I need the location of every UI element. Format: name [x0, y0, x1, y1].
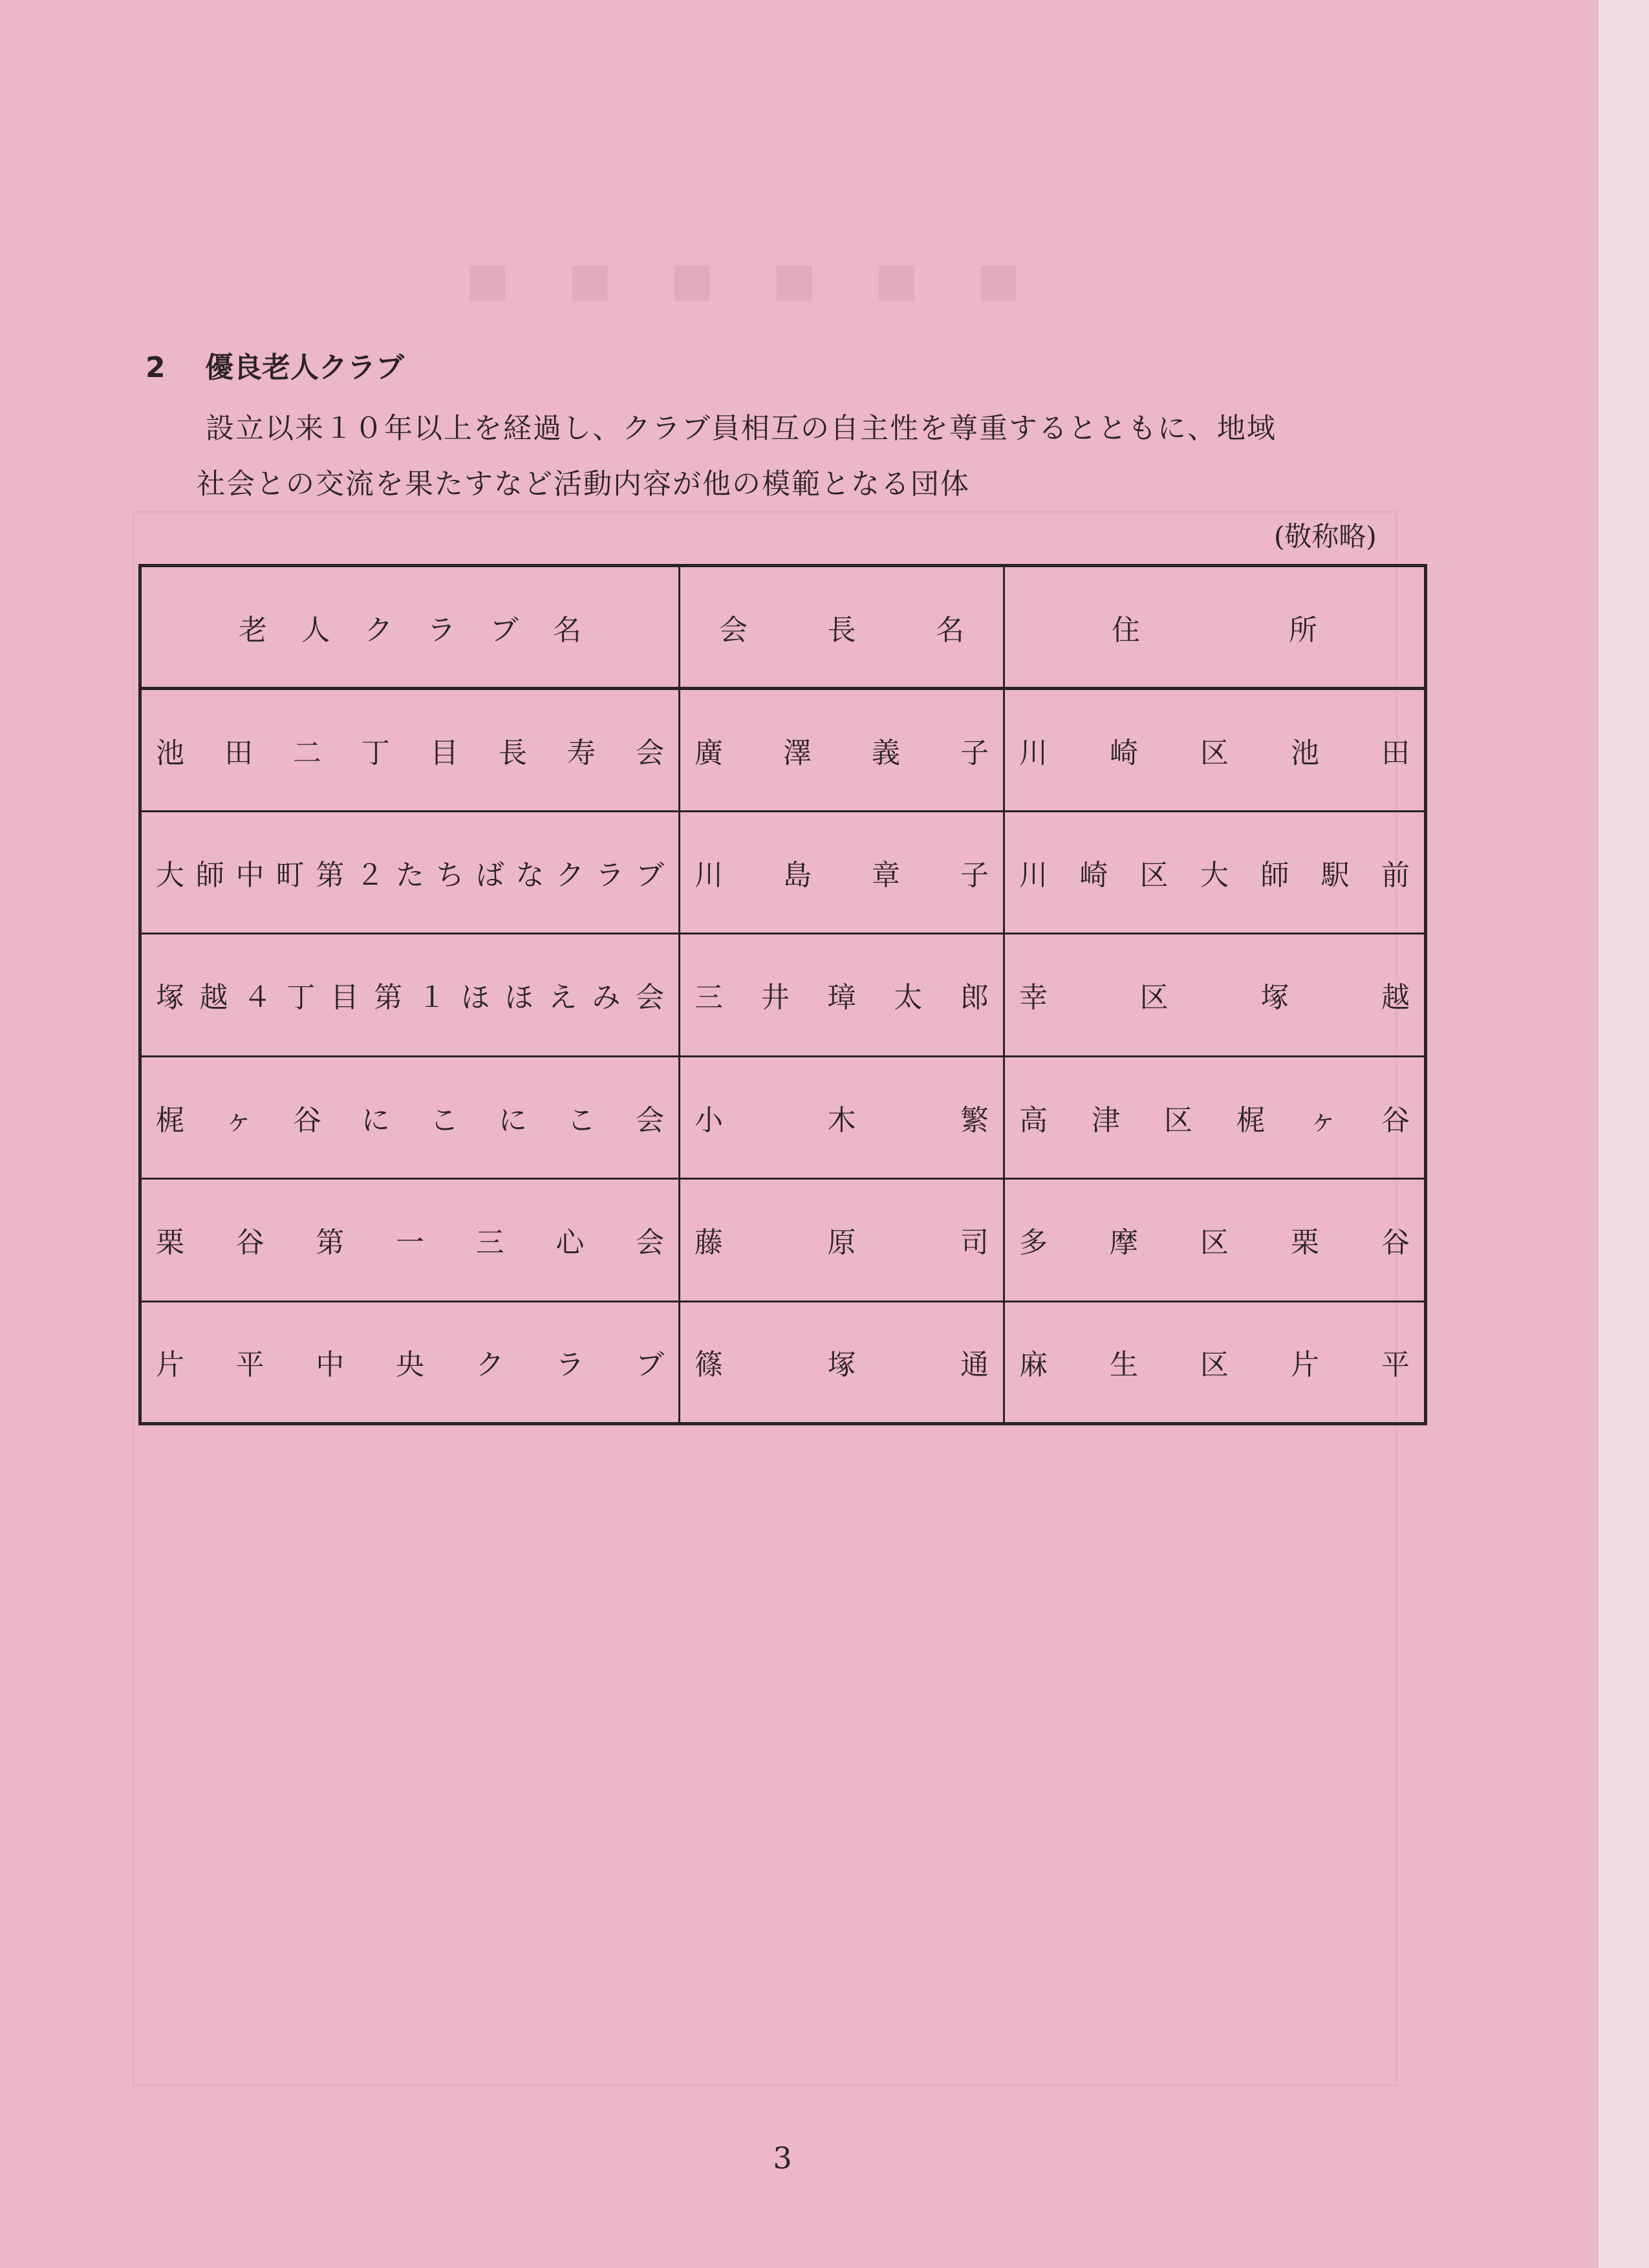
president-cell: 三井璋太郎 — [680, 934, 1004, 1057]
address-cell: 麻生区片平 — [1004, 1301, 1426, 1424]
president-cell: 川島章子 — [680, 811, 1004, 934]
president-cell: 小木繁 — [680, 1056, 1004, 1179]
club-name-cell: 池田二丁目長寿会 — [140, 689, 680, 812]
page-number: 3 — [773, 2141, 792, 2176]
table-row — [140, 689, 1426, 812]
table-row — [140, 1179, 1426, 1302]
table-header-row — [140, 566, 1426, 689]
section-number: 2 — [146, 351, 166, 384]
header-club-name: 老人クラブ名 — [140, 566, 680, 689]
president-cell: 篠塚通 — [680, 1301, 1004, 1424]
section-title: 優良老人クラブ — [205, 351, 404, 384]
header-president-name: 会長名 — [680, 566, 1004, 689]
address-cell: 高津区梶ヶ谷 — [1004, 1056, 1426, 1179]
section-description — [197, 401, 1412, 512]
club-name-cell: 大師中町第２たちばなクラブ — [140, 811, 680, 934]
table-row — [140, 934, 1426, 1057]
address-cell: 川崎区大師駅前 — [1004, 811, 1426, 934]
table-row — [140, 1056, 1426, 1179]
club-name-cell: 片平中央クラブ — [140, 1301, 680, 1424]
description-line-1: 設立以来１０年以上を経過し、クラブ員相互の自主性を尊重するとともに、地域 — [206, 412, 1277, 445]
club-name-cell: 栗谷第一三心会 — [140, 1179, 680, 1302]
address-cell: 川崎区池田 — [1004, 689, 1426, 812]
address-cell: 幸区塚越 — [1004, 934, 1426, 1057]
president-cell: 廣澤義子 — [680, 689, 1004, 812]
header-address: 住所 — [1004, 566, 1426, 689]
scan-margin — [1599, 0, 1649, 2268]
club-name-cell: 梶ヶ谷にこにこ会 — [140, 1056, 680, 1179]
club-name-cell: 塚越４丁目第１ほほえみ会 — [140, 934, 680, 1057]
table-row — [140, 1301, 1426, 1424]
description-line-2: 社会との交流を果たすなど活動内容が他の模範となる団体 — [197, 468, 970, 501]
bleed-through-decoration: ■■■■■■ — [466, 252, 1079, 307]
section-heading — [146, 344, 404, 385]
honorific-note: (敬称略) — [1274, 521, 1377, 552]
president-cell: 藤原司 — [680, 1179, 1004, 1302]
table-row — [140, 811, 1426, 934]
clubs-table — [138, 564, 1427, 1425]
address-cell: 多摩区栗谷 — [1004, 1179, 1426, 1302]
